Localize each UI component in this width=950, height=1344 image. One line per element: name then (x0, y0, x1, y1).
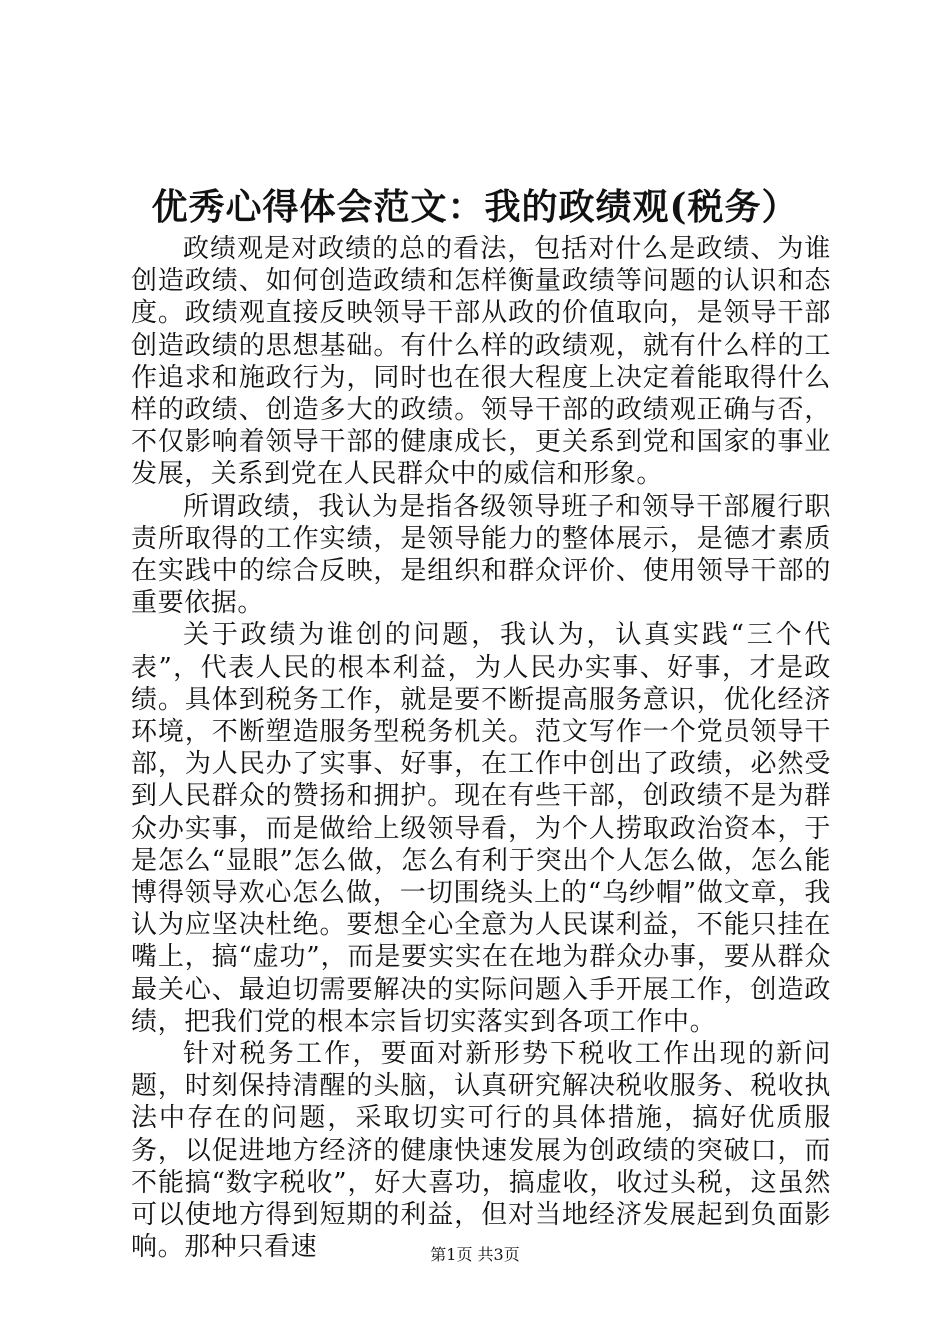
document-body (131, 233, 831, 1264)
page-footer: 第1页 共3页 (430, 1245, 520, 1264)
paragraph: 针对税务工作，要面对新形势下税收工作出现的新问题，时刻保持清醒的头脑，认真研究解决税收服务、税收执法中存在的问题，采取切实可行的具体措施，搞好优质服务，以促进地方经济的健康快速发展为创政绩的突破口，而不能搞“数字税收”，好大喜功，搞虚收，收过头税，这虽然可以使地方得到短期的利益，但对当地经济发展起到负面影响。那种只看速 (131, 1039, 831, 1263)
document-title: 优秀心得体会范文：我的政绩观(税务） (151, 186, 799, 228)
paragraph: 政绩观是对政绩的总的看法，包括对什么是政绩、为谁创造政绩、如何创造政绩和怎样衡量政绩等问题的认识和态度。政绩观直接反映领导干部从政的价值取向，是领导干部创造政绩的思想基础。有什么样的政绩观，就有什么样的工作追求和施政行为，同时也在很大程度上决定着能取得什么样的政绩、创造多大的政绩。领导干部的政绩观正确与否，不仅影响着领导干部的健康成长，更关系到党和国家的事业发展，关系到党在人民群众中的威信和形象。 (131, 234, 831, 490)
paragraph: 所谓政绩，我认为是指各级领导班子和领导干部履行职责所取得的工作实绩，是领导能力的整体展示，是德才素质在实践中的综合反映，是组织和群众评价、使用领导干部的重要依据。 (131, 491, 831, 619)
paragraph: 关于政绩为谁创的问题，我认为，认真实践“三个代表”，代表人民的根本利益，为人民办实事、好事，才是政绩。具体到税务工作，就是要不断提高服务意识，优化经济环境，不断塑造服务型税务机关。范文写作一个党员领导干部，为人民办了实事、好事，在工作中创出了政绩，必然受到人民群众的赞扬和拥护。现在有些干部，创政绩不是为群众办实事，而是做给上级领导看，为个人捞取政治资本，于是怎么“显眼”怎么做，怎么有利于突出个人怎么做，怎么能博得领导欢心怎么做，一切围绕头上的“乌纱帽”做文章，我认为应坚决杜绝。要想全心全意为人民谋利益，不能只挂在嘴上，搞“虚功”，而是要实实在在地为群众办事，要从群众最关心、最迫切需要解决的实际问题入手开展工作，创造政绩，把我们党的根本宗旨切实落实到各项工作中。 (131, 620, 831, 1037)
